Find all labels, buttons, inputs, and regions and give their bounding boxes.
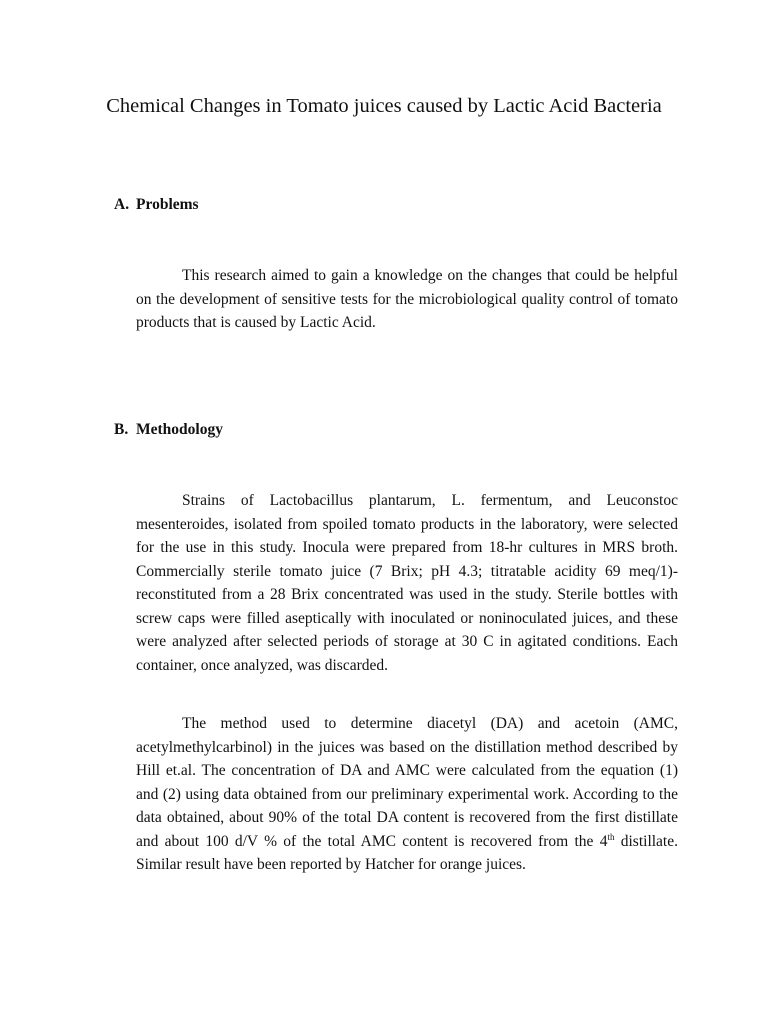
- paragraph-text-before: The method used to determine diacetyl (DA) and acetoin (AMC, acetylmethylcarbinol) in the juices was based on the distillation method described by Hill et.al. The concentration of DA and AMC were calculated from the equation (1) and (2) using data obtained from our preliminary experimental work. According to the data obtained, about 90% of the total DA content is recovered from the first distillate and about 100 d/V % of the total AMC content is recovered from the 4: [136, 715, 678, 850]
- ordinal-superscript: th: [607, 831, 615, 842]
- section-heading-methodology: [114, 420, 223, 440]
- section-marker: B.: [114, 421, 129, 438]
- paragraph-text-after: distillate. Similar result have been reported by Hatcher for orange juices.: [136, 832, 678, 873]
- methodology-paragraph-1: Strains of Lactobacillus plantarum, L. fermentum, and Leuconstoc mesenteroides, isolated from spoiled tomato products in the laboratory, were selected for the use in this study. Inocula were prepared from 18-hr cultures in MRS broth. Commercially sterile tomato juice (7 Brix; pH 4.3; titratable acidity 69 meq/1)-reconstituted from a 28 Brix concentrated was used in the study. Sterile bottles with screw caps were filled aseptically with inoculated or noninoculated juices, and these were analyzed after selected periods of storage at 30 C in agitated conditions. Each container, once analyzed, was discarded.: [136, 492, 678, 674]
- section-heading-problems: [114, 195, 199, 215]
- problems-paragraph: This research aimed to gain a knowledge on the changes that could be helpful on the development of sensitive tests for the microbiological quality control of tomato products that is caused by Lactic Acid.: [136, 267, 678, 331]
- section-heading-text: Methodology: [136, 421, 223, 438]
- section-heading-text: Problems: [136, 196, 199, 213]
- document-title: Chemical Changes in Tomato juices caused by Lactic Acid Bacteria: [106, 95, 662, 117]
- section-marker: A.: [114, 196, 130, 213]
- methodology-paragraph-2: [136, 712, 678, 877]
